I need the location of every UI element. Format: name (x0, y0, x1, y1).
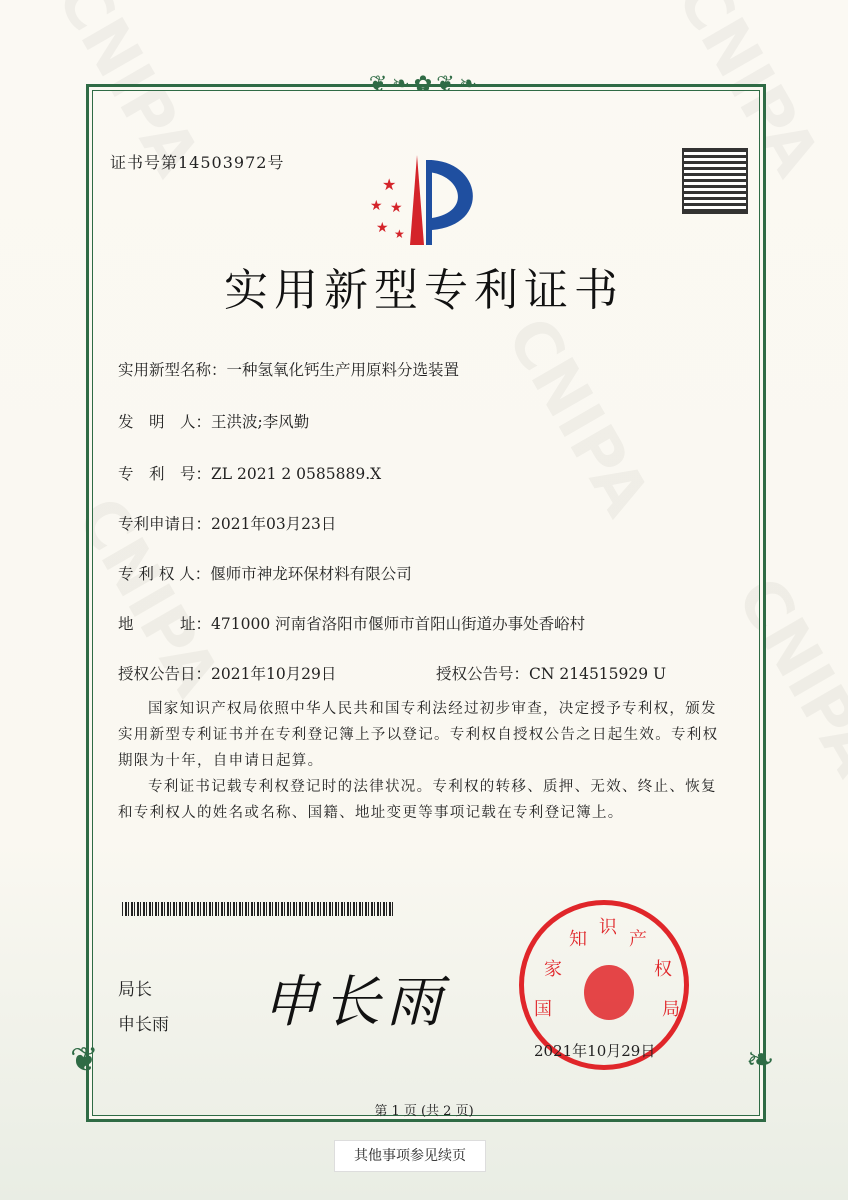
field-label: 授权公告号： (436, 665, 530, 683)
field-value: 2021年10月29日 (211, 665, 337, 683)
director-name: 申长雨 (118, 1015, 169, 1035)
seal-char: 家 (544, 959, 562, 980)
continue-note: 其他事项参见续页 (334, 1140, 486, 1172)
seal-char: 国 (534, 999, 552, 1020)
ornament-top: ❦❧✿❦❧ (368, 72, 482, 97)
field-value: 偃师市神龙环保材料有限公司 (210, 565, 412, 583)
field-value: 471000 河南省洛阳市偃师市首阳山街道办事处香峪村 (211, 615, 586, 633)
seal-char: 产 (629, 929, 647, 950)
svg-text:★: ★ (390, 200, 403, 216)
seal-char: 局 (662, 999, 680, 1020)
cnipa-logo (362, 150, 492, 250)
certificate-number: 证书号第14503972号 (110, 153, 285, 172)
statement-paragraph: 国家知识产权局依照中华人民共和国专利法经过初步审查，决定授予专利权，颁发实用新型专利证书并在专利登记簿上予以登记。专利权自授权公告之日起生效。专利权期限为十年，自申请日起算。 (118, 701, 719, 769)
field-label: 实用新型名称： (118, 361, 227, 379)
field-value: 2021年03月23日 (211, 515, 337, 533)
page-info: 第 1 页 (共 2 页) (374, 1104, 474, 1119)
field-inventor (118, 410, 309, 432)
field-label: 授权公告日： (118, 665, 212, 683)
field-grant-date (118, 662, 336, 684)
seal-date: 2021年10月29日 (534, 1042, 656, 1060)
field-address (118, 612, 585, 634)
field-label: 地 址： (118, 615, 212, 633)
svg-text:★: ★ (394, 227, 405, 241)
svg-text:★: ★ (382, 175, 397, 194)
qr-code (684, 150, 746, 212)
ornament-corner: ❦ (70, 1040, 99, 1080)
field-label: 专 利 号： (118, 465, 212, 483)
field-value: 一种氢氧化钙生产用原料分选装置 (226, 361, 460, 379)
statement-paragraph: 专利证书记载专利权登记时的法律状况。专利权的转移、质押、无效、终止、恢复和专利权人的姓名或名称、国籍、地址变更等事项记载在专利登记簿上。 (118, 779, 717, 821)
field-patent-number (118, 462, 381, 484)
field-label: 专 利 权 人： (118, 565, 211, 583)
ornament-corner: ❧ (746, 1040, 775, 1080)
field-value: ZL 2021 2 0585889.X (211, 465, 382, 483)
svg-text:★: ★ (376, 220, 389, 236)
svg-text:★: ★ (370, 198, 383, 214)
barcode (122, 902, 394, 916)
signature: 申长雨 (262, 970, 448, 1035)
field-patentee (118, 562, 412, 584)
field-grant-number (436, 662, 666, 684)
seal-char: 知 (569, 929, 587, 950)
field-utility-name (118, 358, 459, 380)
director-title: 局长 (118, 980, 152, 1000)
seal-char: 权 (654, 959, 672, 980)
field-application-date (118, 512, 336, 534)
field-value: 王洪波;李风勤 (211, 413, 310, 431)
certificate-title: 实用新型专利证书 (224, 265, 624, 316)
seal-char: 识 (599, 917, 617, 938)
field-label: 专利申请日： (118, 515, 212, 533)
field-value: CN 214515929 U (529, 665, 667, 683)
national-emblem (584, 965, 634, 1020)
field-label: 发 明 人： (118, 413, 212, 431)
